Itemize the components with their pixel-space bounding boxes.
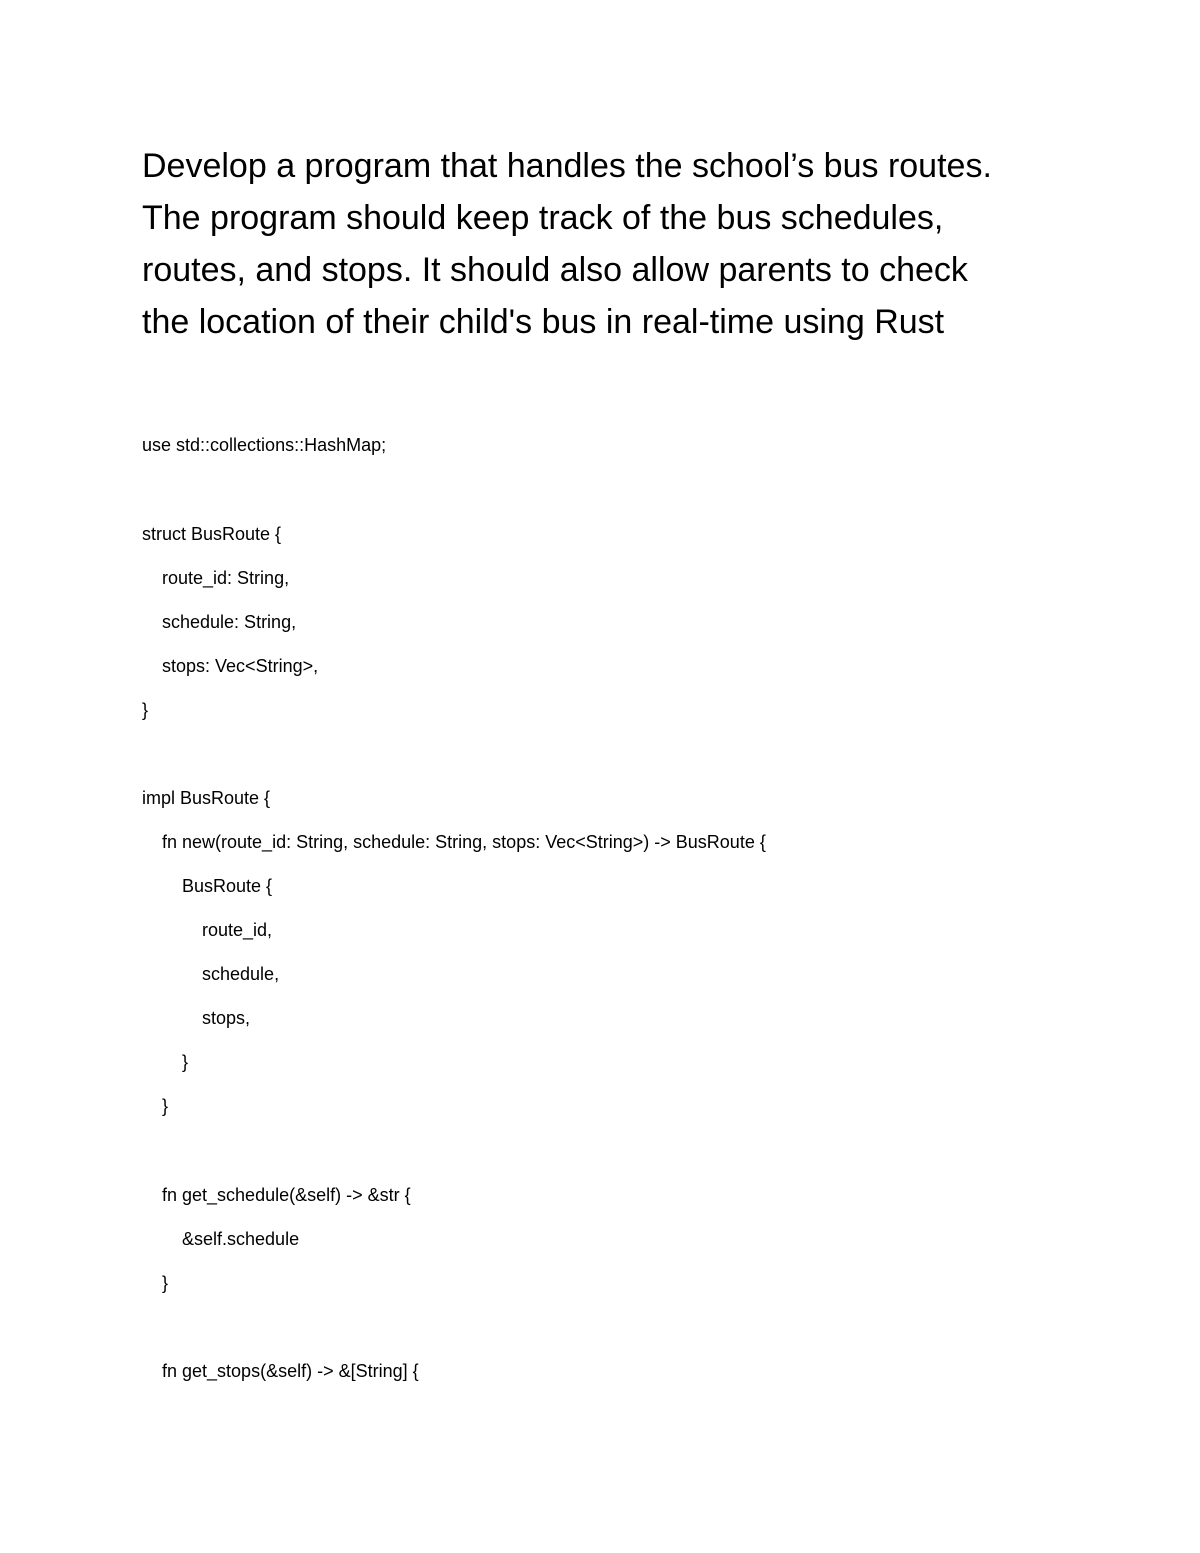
- heading-line: the location of their child's bus in real-time using Rust: [142, 303, 945, 341]
- code-line: }: [142, 1096, 169, 1116]
- code-line: fn get_schedule(&self) -> &str {: [142, 1185, 411, 1205]
- code-line: fn get_stops(&self) -> &[String] {: [142, 1361, 419, 1381]
- code-line: stops: Vec<String>,: [142, 656, 319, 676]
- code-line: &self.schedule: [142, 1229, 300, 1249]
- heading-line: The program should keep track of the bus schedules,: [142, 199, 944, 237]
- code-line: struct BusRoute {: [142, 524, 282, 544]
- code-line: route_id: String,: [142, 568, 290, 588]
- code-line: route_id,: [142, 920, 273, 940]
- code-line: impl BusRoute {: [142, 788, 271, 808]
- code-block: [142, 0, 1142, 1553]
- code-line: BusRoute {: [142, 876, 273, 896]
- code-line: fn new(route_id: String, schedule: String, stops: Vec<String>) -> BusRoute {: [142, 832, 766, 852]
- code-line: stops,: [142, 1008, 251, 1028]
- code-line: use std::collections::HashMap;: [142, 435, 387, 455]
- heading-line: Develop a program that handles the school’s bus routes.: [142, 147, 992, 185]
- code-line: }: [142, 700, 149, 720]
- code-line: schedule,: [142, 964, 280, 984]
- code-line: schedule: String,: [142, 612, 297, 632]
- code-line: }: [142, 1052, 189, 1072]
- heading-line: routes, and stops. It should also allow parents to check: [142, 251, 968, 289]
- code-line: }: [142, 1273, 169, 1293]
